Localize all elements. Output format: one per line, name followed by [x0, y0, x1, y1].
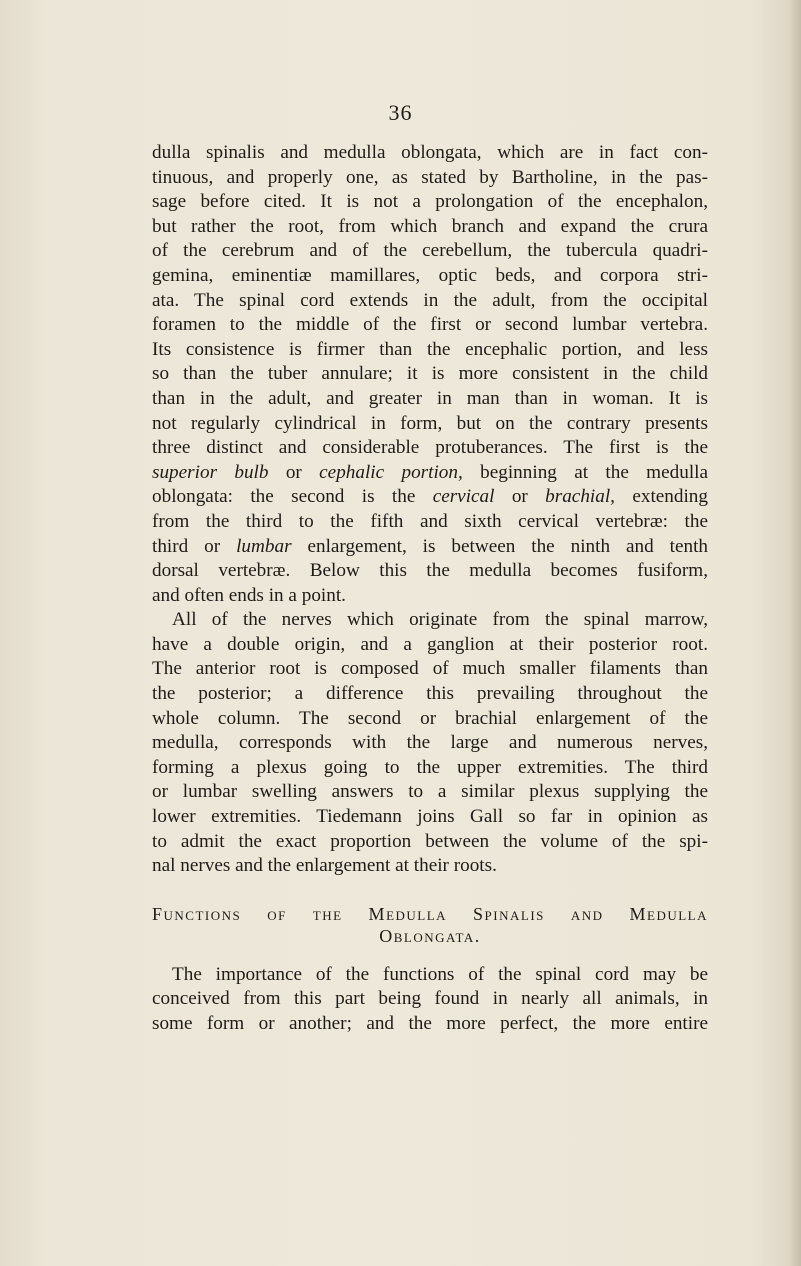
- paragraph-1: [152, 141, 708, 608]
- text-line: tinuous, and properly one, as stated by Bartholine, in the pas-: [152, 166, 708, 188]
- text-line: The importance of the functions of the spinal cord may be: [172, 963, 708, 985]
- paragraph-2: [152, 608, 708, 879]
- text-line: forming a plexus going to the upper extremities. The third: [152, 756, 708, 778]
- text-fragment: or: [494, 486, 546, 508]
- text-line: to admit the exact proportion between the volume of the spi-: [152, 830, 708, 852]
- text-line: foramen to the middle of the first or second lumbar vertebra.: [152, 314, 708, 336]
- text-line: some form or another; and the more perfect, the more entire: [152, 1013, 708, 1034]
- text-line: but rather the root, from which branch and expand the crura: [152, 215, 708, 237]
- text-line: All of the nerves which originate from the spinal marrow,: [172, 609, 708, 631]
- text-line: not regularly cylindrical in form, but on the contrary presents: [152, 412, 708, 434]
- italic-term: cephalic portion,: [319, 461, 463, 483]
- text-line: than in the adult, and greater in man than in woman. It is: [152, 387, 708, 409]
- text-line: ata. The spinal cord extends in the adult, from the occipital: [152, 289, 708, 311]
- italic-term: cervical: [432, 486, 495, 508]
- heading-line: Oblongata.: [379, 925, 481, 946]
- text-line: nal nerves and the enlargement at their roots.: [152, 855, 497, 877]
- italic-term: superior bulb: [152, 461, 269, 483]
- text-line: from the third to the fifth and sixth cervical vertebræ: the: [152, 510, 708, 532]
- page-number: 36: [388, 100, 413, 125]
- text-fragment: extending: [614, 486, 708, 508]
- section-heading: [152, 903, 708, 947]
- text-line: the posterior; a difference this prevailing throughout the: [152, 683, 708, 705]
- italic-term: brachial,: [545, 486, 615, 508]
- text-line: three distinct and considerable protuberances. The first is the: [152, 437, 708, 459]
- text-line: [152, 485, 708, 510]
- paragraph-3: [152, 963, 708, 1037]
- text-fragment: oblongata: the second is the: [152, 486, 433, 508]
- body-text: [152, 141, 708, 1037]
- text-line: gemina, eminentiæ mamillares, optic beds, and corpora stri-: [152, 264, 708, 286]
- text-line: dulla spinalis and medulla oblongata, which are in fact con-: [152, 142, 708, 163]
- text-fragment: or: [268, 461, 320, 483]
- heading-line: Functions of the Medulla Spinalis and Medulla: [152, 903, 708, 924]
- text-line: [152, 535, 708, 560]
- text-line: sage before cited. It is not a prolongation of the encephalon,: [152, 191, 708, 213]
- text-line: medulla, corresponds with the large and numerous nerves,: [152, 732, 708, 754]
- text-line: or lumbar swelling answers to a similar plexus supplying the: [152, 781, 708, 803]
- text-fragment: enlargement, is between the ninth and tenth: [291, 535, 708, 557]
- italic-term: lumbar: [236, 535, 292, 557]
- text-fragment: beginning at the medulla: [462, 461, 708, 483]
- text-line: have a double origin, and a ganglion at their posterior root.: [152, 633, 708, 655]
- text-fragment: third or: [152, 535, 237, 557]
- text-line: whole column. The second or brachial enlargement of the: [152, 707, 708, 729]
- text-line: lower extremities. Tiedemann joins Gall so far in opinion as: [152, 806, 708, 828]
- text-line: dorsal vertebræ. Below this the medulla becomes fusiform,: [152, 560, 708, 582]
- text-line: conceived from this part being found in nearly all animals, in: [152, 988, 708, 1010]
- page-edge-shadow: [789, 0, 801, 1266]
- text-line: [152, 461, 708, 486]
- text-line: of the cerebrum and of the cerebellum, the tubercula quadri-: [152, 240, 708, 262]
- text-line: and often ends in a point.: [152, 584, 346, 606]
- text-line: Its consistence is firmer than the encephalic portion, and less: [152, 338, 708, 360]
- text-line: so than the tuber annulare; it is more consistent in the child: [152, 363, 708, 385]
- text-line: The anterior root is composed of much smaller filaments than: [152, 658, 708, 680]
